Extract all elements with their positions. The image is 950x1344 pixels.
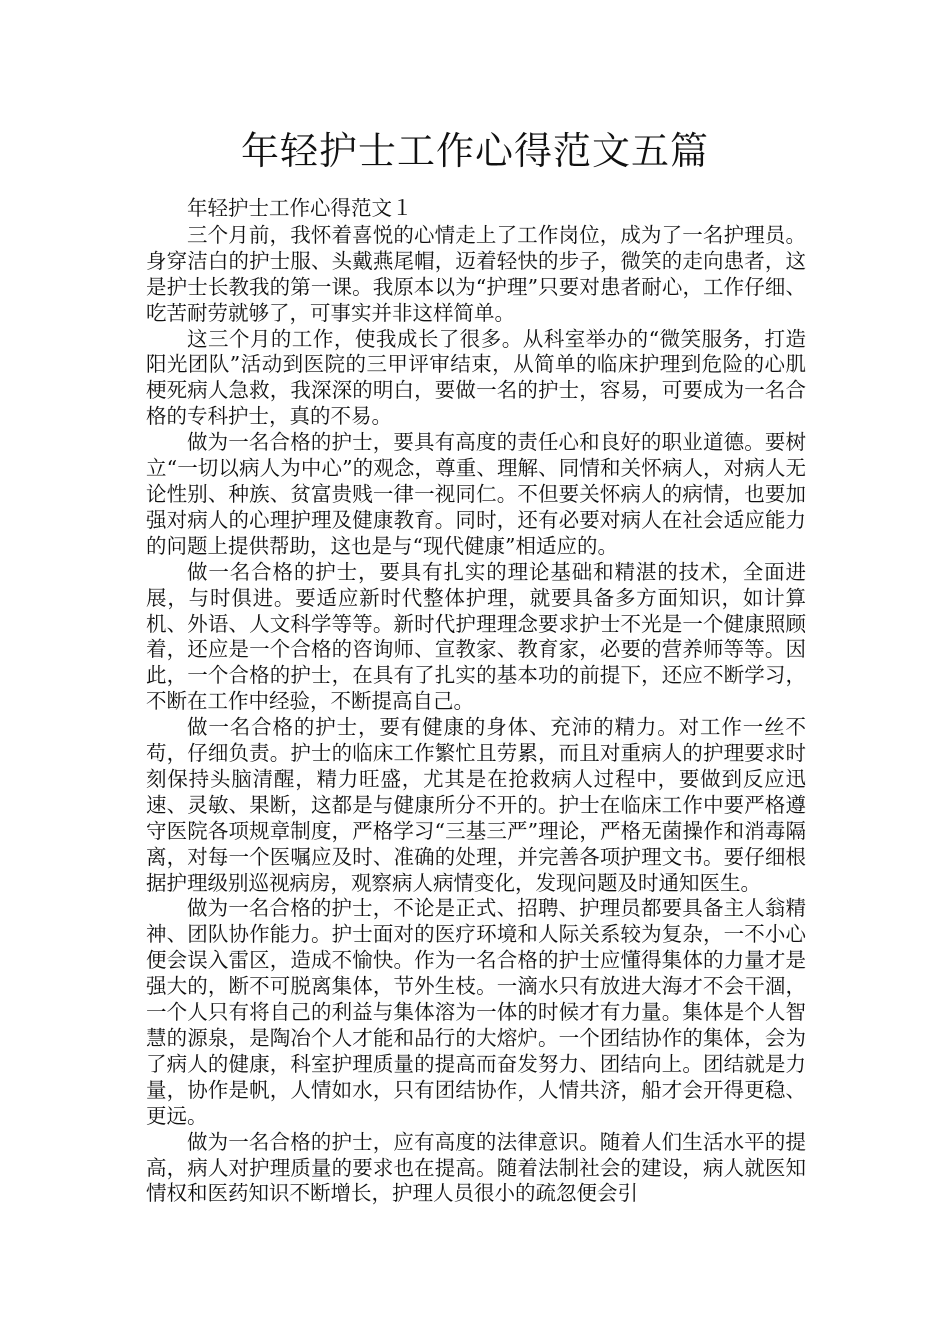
paragraph-6: 做为一名合格的护士，不论是正式、招聘、护理员都要具备主人翁精神、团队协作能力。护士面对的医疗环境和人际关系较为复杂，一不小心便会误入雷区，造成不愉快。作为一名合格的护士应懂得集体的力量才是强大的，断不可脱离集体，节外生枝。一滴水只有放进大海才不会干涸，一个人只有将自己的利益与集体溶为一体的时候才有力量。集体是个人智慧的源泉，是陶冶个人才能和品行的大熔炉。一个团结协作的集体，会为了病人的健康，科室护理质量的提高而奋发努力、团结向上。团结就是力量，协作是帆，人情如水，只有团结协作，人情共济，船才会开得更稳、更远。 — [146, 896, 806, 1128]
paragraph-7: 做为一名合格的护士，应有高度的法律意识。随着人们生活水平的提高，病人对护理质量的要求也在提高。随着法制社会的建设，病人就医知情权和医药知识不断增长，护理人员很小的疏忽便会引 — [146, 1129, 806, 1206]
section-heading: 年轻护士工作心得范文１ — [187, 196, 413, 220]
paragraph-1: 三个月前，我怀着喜悦的心情走上了工作岗位，成为了一名护理员。身穿洁白的护士服、头戴燕尾帽，迈着轻快的步子，微笑的走向患者，这是护士长教我的第一课。我原本以为“护理”只要对患者耐心，工作仔细、吃苦耐劳就够了，可事实并非这样简单。 — [146, 222, 806, 325]
paragraph-3: 做为一名合格的护士，要具有高度的责任心和良好的职业道德。要树立“一切以病人为中心”的观念，尊重、理解、同情和关怀病人，对病人无论性别、种族、贫富贵贱一律一视同仁。不但要关怀病人的病情，也要加强对病人的心理护理及健康教育。同时，还有必要对病人在社会适应能力的问题上提供帮助，这也是与“现代健康”相适应的。 — [146, 430, 806, 558]
document-title: 年轻护士工作心得范文五篇 — [240, 129, 709, 173]
document-body — [146, 196, 806, 1207]
paragraph-2: 这三个月的工作，使我成长了很多。从科室举办的“微笑服务，打造阳光团队”活动到医院的三甲评审结束，从简单的临床护理到危险的心肌梗死病人急救，我深深的明白，要做一名的护士，容易，可要成为一名合格的专科护士，真的不易。 — [146, 326, 806, 429]
paragraph-4: 做一名合格的护士，要具有扎实的理论基础和精湛的技术，全面进展，与时俱进。要适应新时代整体护理，就要具备多方面知识，如计算机、外语、人文科学等等。新时代护理理念要求护士不光是一个健康照顾着，还应是一个合格的咨询师、宣教家、教育家，必要的营养师等等。因此，一个合格的护士，在具有了扎实的基本功的前提下，还应不断学习，不断在工作中经验，不断提高自己。 — [146, 559, 806, 714]
paragraph-5: 做一名合格的护士，要有健康的身体、充沛的精力。对工作一丝不苟，仔细负责。护士的临床工作繁忙且劳累，而且对重病人的护理要求时刻保持头脑清醒，精力旺盛，尤其是在抢救病人过程中，要做到反应迅速、灵敏、果断，这都是与健康所分不开的。护士在临床工作中要严格遵守医院各项规章制度，严格学习“三基三严”理论，严格无菌操作和消毒隔离，对每一个医嘱应及时、准确的处理，并完善各项护理文书。要仔细根据护理级别巡视病房，观察病人病情变化，发现问题及时通知医生。 — [146, 715, 806, 895]
